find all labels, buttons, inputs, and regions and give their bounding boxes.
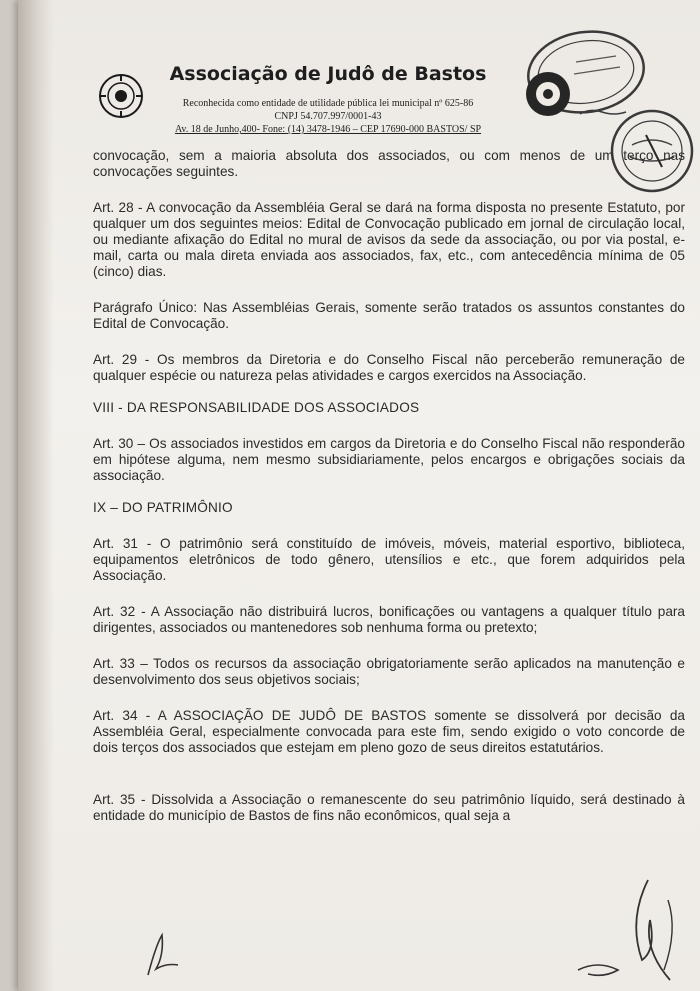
- article-29: Art. 29 - Os membros da Diretoria e do Conselho Fiscal não perceberão remuneração de qualquer espécie ou natureza pelas atividades e cargos exercidos na Associação.: [93, 352, 685, 383]
- article-34: Art. 34 - A ASSOCIAÇÃO DE JUDÔ DE BASTOS somente se dissolverá por decisão da Assembléia Geral, especialmente convocada para este fim, sendo exigido o voto concorde de dois terços dos associados que estejam em pleno gozo de seus direitos estatutários.: [93, 708, 685, 755]
- cnpj-text: CNPJ 54.707.997/0001-43: [274, 111, 382, 122]
- signature-right: [558, 860, 698, 990]
- org-details: [148, 97, 508, 136]
- article-31: Art. 31 - O patrimônio será constituído de imóveis, móveis, material esportivo, biblioteca, equipamentos eletrônicos de todo gênero, utensílios e etc., que forem adquiridos pela Associação.: [93, 536, 685, 583]
- document-body: [93, 148, 685, 824]
- initials-signature-left: [138, 925, 188, 985]
- page-fold-shadow: [18, 0, 54, 991]
- article-33: Art. 33 – Todos os recursos da associação obrigatoriamente serão aplicados na manutenção e desenvolvimento dos seus objetivos sociais;: [93, 656, 685, 687]
- section-viii-title: VIII - DA RESPONSABILIDADE DOS ASSOCIADOS: [93, 400, 420, 415]
- article-35: Art. 35 - Dissolvida a Associação o remanescente do seu patrimônio líquido, será destinado à entidade do município de Bastos de fins não econômicos, qual seja a: [93, 792, 685, 823]
- letterhead: [88, 55, 508, 135]
- article-32: Art. 32 - A Associação não distribuirá lucros, bonificações ou vantagens a qualquer título para dirigentes, associados ou mantenedores sob nenhuma forma ou pretexto;: [93, 604, 685, 635]
- document-page: [18, 0, 700, 991]
- org-name: Associação de Judô de Bastos: [169, 63, 487, 85]
- recognition-text: Reconhecida como entidade de utilidade pública lei municipal nº 625-86: [182, 98, 474, 109]
- article-30: Art. 30 – Os associados investidos em cargos da Diretoria e do Conselho Fiscal não responderão em hipótese alguma, nem mesmo subsidiariamente, pelos encargos e obrigações sociais da associação.: [93, 436, 685, 483]
- address-text: Av. 18 de Junho,400- Fone: (14) 3478-1946 – CEP 17690-000 BASTOS/ SP: [174, 124, 482, 135]
- paragrafo-unico: Parágrafo Único: Nas Assembléias Gerais, somente serão tratados os assuntos constantes do Edital de Convocação.: [93, 300, 685, 331]
- article-28: Art. 28 - A convocação da Assembléia Geral se dará na forma disposta no presente Estatuto, por qualquer um dos seguintes meios: Edital de Convocação publicado em jornal de circulação local, ou mediante afixação do Edital no mural de avisos da sede da associação, ou por via postal, e-mail, carta ou mala direta enviada aos associados, fax, etc., com antecedência mínima de 05 (cinco) dias.: [93, 200, 685, 279]
- judo-logo-icon: [98, 73, 144, 119]
- section-ix-title: IX – DO PATRIMÔNIO: [93, 500, 233, 515]
- paragraph-continuation: convocação, sem a maioria absoluta dos associados, ou com menos de um terço nas convocações seguintes.: [93, 148, 685, 179]
